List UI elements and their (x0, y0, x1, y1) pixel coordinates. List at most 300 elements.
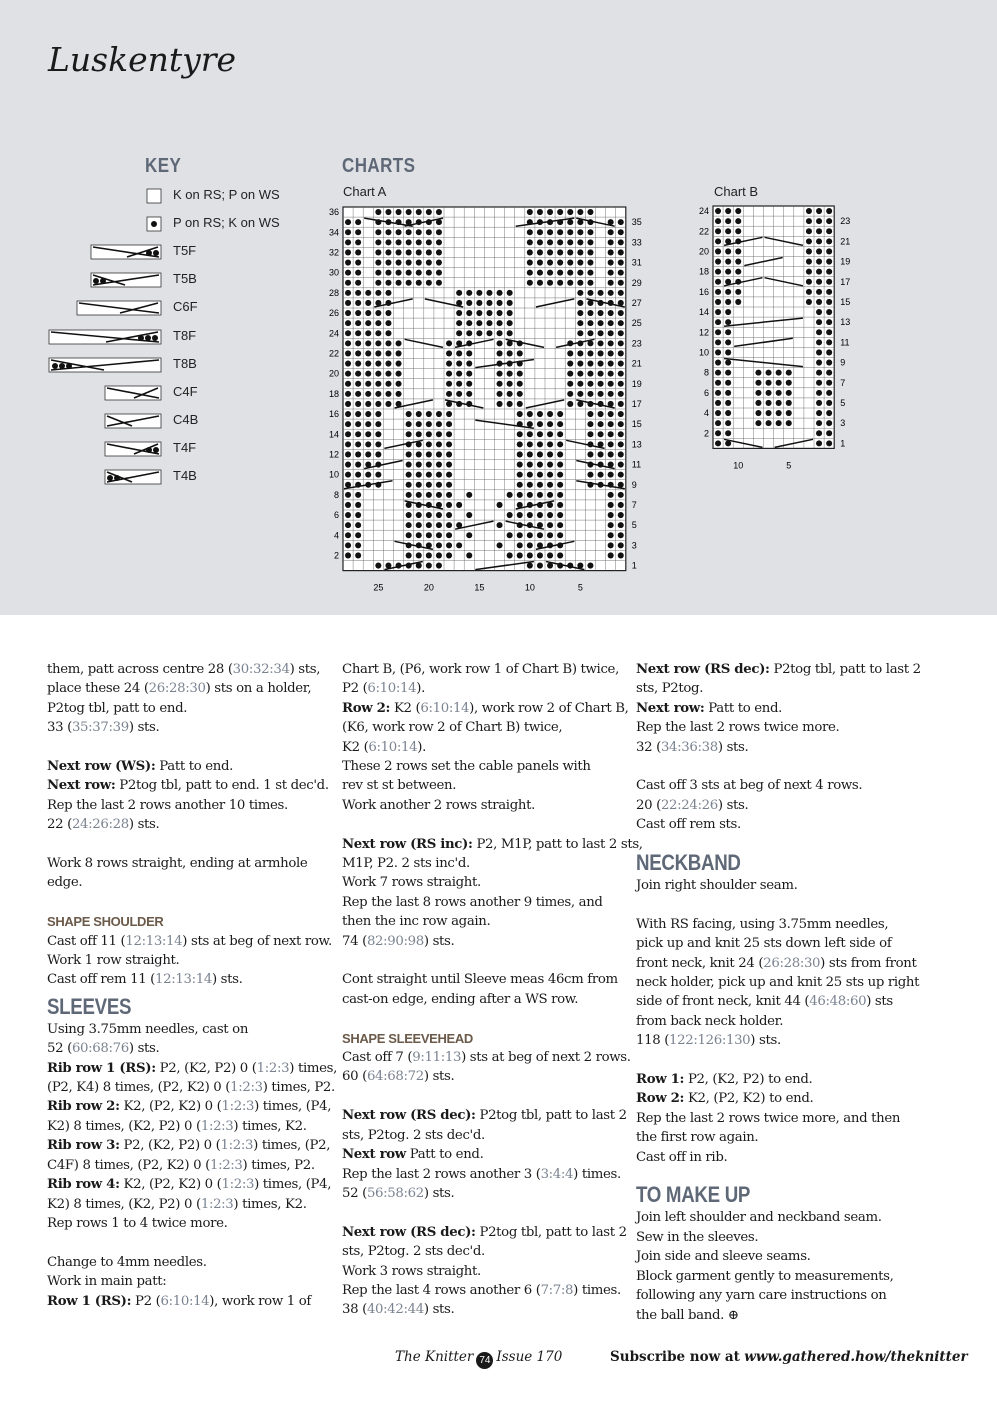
purl-dot (608, 270, 614, 276)
purl-dot (547, 239, 553, 245)
purl-dot (456, 361, 462, 367)
row-label-right: 1 (840, 438, 846, 449)
purl-dot (826, 370, 832, 376)
purl-dot (436, 492, 442, 498)
purl-dot (598, 411, 604, 417)
purl-dot (826, 218, 832, 224)
row-label-right: 31 (631, 257, 642, 268)
purl-dot (436, 260, 442, 266)
purl-dot (385, 209, 391, 215)
purl-dot (527, 239, 533, 245)
end-mark-icon: ⊕ (727, 1307, 739, 1323)
purl-dot (577, 270, 583, 276)
purl-dot (517, 492, 523, 498)
purl-dot (567, 209, 573, 215)
purl-dot (497, 401, 503, 407)
purl-dot (385, 280, 391, 286)
purl-dot (375, 421, 381, 427)
key-label-c4f: C4F (173, 383, 198, 399)
row-label-left: 14 (328, 429, 339, 440)
purl-dot (598, 371, 604, 377)
purl-dot (365, 350, 371, 356)
purl-dot (517, 512, 523, 518)
row-label-left: 30 (328, 267, 339, 278)
purl-dot (735, 228, 741, 234)
charts-heading: CHARTS (342, 155, 416, 177)
purl-dot (517, 472, 523, 478)
purl-dot (547, 209, 553, 215)
purl-dot (557, 260, 563, 266)
purl-dot (466, 300, 472, 306)
purl-dot (725, 208, 731, 214)
purl-dot (365, 361, 371, 367)
row-label-right: 5 (840, 397, 846, 408)
purl-dot (365, 421, 371, 427)
row-label-left: 8 (333, 489, 339, 500)
purl-dot (806, 289, 812, 295)
purl-dot (446, 421, 452, 427)
purl-dot (587, 290, 593, 296)
purl-dot (345, 330, 351, 336)
purl-dot (375, 472, 381, 478)
purl-dot (537, 462, 543, 468)
purl-dot (416, 411, 422, 417)
purl-dot (557, 280, 563, 286)
purl-dot (715, 349, 721, 355)
purl-dot (345, 340, 351, 346)
purl-dot (816, 349, 822, 355)
purl-dot (406, 532, 412, 538)
purl-dot (577, 300, 583, 306)
purl-dot (547, 552, 553, 558)
purl-dot (406, 239, 412, 245)
key-symbol-t4b-icon (104, 469, 162, 485)
purl-dot (456, 320, 462, 326)
purl-dot (598, 340, 604, 346)
row-label-left: 16 (328, 409, 339, 420)
purl-dot (715, 269, 721, 275)
purl-dot (436, 472, 442, 478)
purl-dot (375, 381, 381, 387)
purl-dot (735, 299, 741, 305)
purl-dot (385, 260, 391, 266)
purl-dot (618, 492, 624, 498)
purl-dot (355, 249, 361, 255)
purl-dot (557, 249, 563, 255)
purl-dot (436, 239, 442, 245)
purl-dot (436, 411, 442, 417)
purl-dot (608, 340, 614, 346)
purl-dot (396, 229, 402, 235)
purl-dot (416, 239, 422, 245)
purl-dot (507, 552, 513, 558)
purl-dot (587, 249, 593, 255)
purl-dot (345, 350, 351, 356)
purl-dot (385, 330, 391, 336)
purl-dot (826, 279, 832, 285)
row-label-right: 7 (840, 377, 846, 388)
purl-dot (507, 492, 513, 498)
purl-dot (527, 411, 533, 417)
purl-dot (527, 563, 533, 569)
purl-dot (577, 260, 583, 266)
purl-dot (406, 522, 412, 528)
purl-dot (436, 270, 442, 276)
purl-dot (816, 360, 822, 366)
purl-dot (345, 421, 351, 427)
purl-dot (365, 472, 371, 478)
purl-dot (345, 532, 351, 538)
purl-dot (537, 441, 543, 447)
purl-dot (816, 430, 822, 436)
purl-dot (486, 310, 492, 316)
purl-dot (618, 482, 624, 488)
purl-dot (557, 239, 563, 245)
purl-dot (396, 280, 402, 286)
row-label-right: 19 (840, 256, 851, 267)
purl-dot (345, 310, 351, 316)
purl-dot (537, 229, 543, 235)
purl-dot (608, 532, 614, 538)
purl-dot (426, 512, 432, 518)
purl-dot (826, 440, 832, 446)
purl-dot (355, 239, 361, 245)
purl-dot (826, 400, 832, 406)
purl-dot (456, 542, 462, 548)
chart-a (318, 200, 658, 595)
purl-dot (345, 300, 351, 306)
purl-dot (725, 390, 731, 396)
purl-dot (345, 361, 351, 367)
purl-dot (577, 249, 583, 255)
purl-dot (365, 411, 371, 417)
purl-dot (527, 260, 533, 266)
purl-dot (715, 299, 721, 305)
purl-dot (715, 259, 721, 265)
purl-dot (345, 219, 351, 225)
purl-dot (816, 299, 822, 305)
purl-dot (426, 411, 432, 417)
key-heading: KEY (145, 155, 182, 177)
subscribe-link[interactable]: www.gathered.how/theknitter (744, 1349, 968, 1365)
purl-dot (587, 472, 593, 478)
purl-dot (567, 391, 573, 397)
purl-dot (776, 420, 782, 426)
purl-dot (466, 391, 472, 397)
purl-dot (396, 239, 402, 245)
purl-dot (355, 280, 361, 286)
purl-dot (608, 330, 614, 336)
purl-dot (715, 360, 721, 366)
purl-dot (537, 563, 543, 569)
purl-dot (406, 462, 412, 468)
purl-dot (416, 270, 422, 276)
purl-dot (786, 410, 792, 416)
purl-dot (456, 290, 462, 296)
row-label-right: 29 (631, 277, 642, 288)
purl-dot (365, 391, 371, 397)
purl-dot (497, 381, 503, 387)
text-column-2 (342, 660, 643, 1339)
purl-dot (725, 360, 731, 366)
purl-dot (436, 229, 442, 235)
purl-dot (355, 462, 361, 468)
row-label-left: 22 (698, 226, 709, 237)
purl-dot (456, 381, 462, 387)
purl-dot (725, 259, 731, 265)
purl-dot (577, 391, 583, 397)
purl-dot (416, 421, 422, 427)
purl-dot (537, 260, 543, 266)
purl-dot (587, 310, 593, 316)
purl-dot (345, 401, 351, 407)
text-column-1 (47, 660, 337, 1330)
purl-dot (355, 229, 361, 235)
purl-dot (725, 289, 731, 295)
c1-p3: Work 8 rows straight, ending at armhole edge. (47, 856, 308, 891)
purl-dot (826, 208, 832, 214)
purl-dot (365, 431, 371, 437)
purl-dot (557, 472, 563, 478)
key-label-t4b: T4B (173, 468, 197, 483)
purl-dot (816, 329, 822, 335)
purl-dot (446, 340, 452, 346)
purl-dot (547, 260, 553, 266)
purl-dot (446, 391, 452, 397)
purl-dot (567, 239, 573, 245)
purl-dot (618, 340, 624, 346)
purl-dot (375, 270, 381, 276)
purl-dot (587, 381, 593, 387)
purl-dot (365, 290, 371, 296)
purl-dot (598, 391, 604, 397)
purl-dot (826, 360, 832, 366)
purl-dot (426, 249, 432, 255)
purl-dot (826, 319, 832, 325)
purl-dot (715, 279, 721, 285)
purl-dot (517, 431, 523, 437)
purl-dot (618, 462, 624, 468)
purl-dot (766, 390, 772, 396)
purl-dot (527, 552, 533, 558)
purl-dot (587, 270, 593, 276)
purl-dot (497, 320, 503, 326)
purl-dot (577, 361, 583, 367)
purl-dot (416, 451, 422, 457)
purl-dot (587, 229, 593, 235)
row-label-right: 19 (631, 378, 642, 389)
purl-dot (345, 411, 351, 417)
purl-dot (527, 451, 533, 457)
purl-dot (517, 482, 523, 488)
purl-dot (436, 249, 442, 255)
purl-dot (446, 411, 452, 417)
purl-dot (776, 370, 782, 376)
purl-dot (608, 310, 614, 316)
purl-dot (826, 390, 832, 396)
c3-p5: Row 1: P2, (K2, P2) to end. Row 2: K2, (P2, K2) to end. Rep the last 2 rows twice more, and then the first row again. Cast off in rib. (636, 1072, 901, 1165)
row-label-left: 4 (333, 530, 339, 541)
purl-dot (715, 218, 721, 224)
purl-dot (547, 229, 553, 235)
c3-p1: Next row (RS dec): P2tog tbl, patt to last 2 sts, P2tog. Next row: Patt to end. Rep the last 2 rows twice more. 32 (34:36:38) sts. (636, 662, 921, 755)
purl-dot (406, 451, 412, 457)
purl-dot (557, 522, 563, 528)
purl-dot (547, 512, 553, 518)
purl-dot (365, 401, 371, 407)
purl-dot (587, 361, 593, 367)
purl-dot (355, 260, 361, 266)
purl-dot (816, 228, 822, 234)
row-label-left: 36 (328, 207, 339, 218)
purl-dot (618, 350, 624, 356)
purl-dot (537, 270, 543, 276)
purl-dot (446, 532, 452, 538)
purl-dot (497, 340, 503, 346)
purl-dot (577, 371, 583, 377)
purl-dot (517, 381, 523, 387)
purl-dot (587, 260, 593, 266)
purl-dot (577, 310, 583, 316)
purl-dot (816, 319, 822, 325)
c3-neckband: NECKBAND Join right shoulder seam. (636, 850, 922, 895)
purl-dot (598, 320, 604, 326)
purl-dot (446, 451, 452, 457)
purl-dot (826, 410, 832, 416)
purl-dot (385, 270, 391, 276)
purl-dot (577, 381, 583, 387)
purl-dot (577, 239, 583, 245)
purl-dot (826, 299, 832, 305)
purl-dot (537, 249, 543, 255)
purl-dot (396, 209, 402, 215)
row-label-left: 12 (328, 449, 339, 460)
purl-dot (755, 370, 761, 376)
row-label-left: 26 (328, 308, 339, 319)
row-label-left: 4 (703, 408, 709, 419)
purl-dot (826, 339, 832, 345)
purl-dot (618, 441, 624, 447)
row-label-right: 33 (631, 237, 642, 248)
purl-dot (406, 492, 412, 498)
purl-dot (527, 280, 533, 286)
key-symbol-dot-icon (146, 216, 162, 232)
purl-dot (547, 249, 553, 255)
purl-dot (426, 421, 432, 427)
purl-dot (466, 330, 472, 336)
purl-dot (456, 502, 462, 508)
purl-dot (816, 410, 822, 416)
row-label-right: 13 (840, 317, 851, 328)
row-label-right: 11 (631, 459, 642, 470)
purl-dot (426, 532, 432, 538)
purl-dot (618, 401, 624, 407)
purl-dot (426, 492, 432, 498)
purl-dot (426, 552, 432, 558)
purl-dot (517, 462, 523, 468)
purl-dot (406, 260, 412, 266)
purl-dot (567, 401, 573, 407)
purl-dot (547, 441, 553, 447)
purl-dot (608, 229, 614, 235)
col-label: 15 (474, 582, 485, 593)
purl-dot (426, 451, 432, 457)
purl-dot (715, 410, 721, 416)
purl-dot (608, 421, 614, 427)
purl-dot (547, 532, 553, 538)
purl-dot (598, 431, 604, 437)
purl-dot (406, 552, 412, 558)
purl-dot (618, 451, 624, 457)
purl-dot (396, 361, 402, 367)
row-label-left: 10 (328, 469, 339, 480)
purl-dot (547, 411, 553, 417)
purl-dot (416, 260, 422, 266)
purl-dot (735, 269, 741, 275)
purl-dot (385, 310, 391, 316)
purl-dot (476, 290, 482, 296)
purl-dot (375, 209, 381, 215)
purl-dot (406, 249, 412, 255)
page-number: 74 (476, 1352, 493, 1369)
purl-dot (426, 260, 432, 266)
purl-dot (507, 371, 513, 377)
purl-dot (816, 279, 822, 285)
purl-dot (385, 401, 391, 407)
purl-dot (715, 289, 721, 295)
key-symbol-t5b-icon (90, 272, 162, 288)
purl-dot (715, 319, 721, 325)
purl-dot (355, 361, 361, 367)
purl-dot (355, 431, 361, 437)
purl-dot (608, 411, 614, 417)
purl-dot (375, 340, 381, 346)
purl-dot (446, 441, 452, 447)
purl-dot (618, 280, 624, 286)
purl-dot (766, 370, 772, 376)
purl-dot (446, 492, 452, 498)
purl-dot (426, 431, 432, 437)
purl-dot (416, 249, 422, 255)
purl-dot (618, 512, 624, 518)
purl-dot (406, 209, 412, 215)
purl-dot (436, 563, 442, 569)
purl-dot (567, 280, 573, 286)
purl-dot (355, 472, 361, 478)
purl-dot (725, 400, 731, 406)
key-label-c6f: C6F (173, 299, 198, 315)
purl-dot (497, 330, 503, 336)
purl-dot (466, 492, 472, 498)
purl-dot (375, 260, 381, 266)
purl-dot (466, 512, 472, 518)
purl-dot (608, 522, 614, 528)
purl-dot (517, 542, 523, 548)
sleeves-heading: SLEEVES (47, 993, 132, 1019)
purl-dot (406, 431, 412, 437)
purl-dot (547, 482, 553, 488)
purl-dot (608, 260, 614, 266)
purl-dot (715, 228, 721, 234)
row-label-left: 16 (698, 286, 709, 297)
purl-dot (436, 462, 442, 468)
purl-dot (355, 401, 361, 407)
purl-dot (426, 522, 432, 528)
purl-dot (396, 249, 402, 255)
purl-dot (567, 381, 573, 387)
purl-dot (816, 420, 822, 426)
purl-dot (355, 371, 361, 377)
